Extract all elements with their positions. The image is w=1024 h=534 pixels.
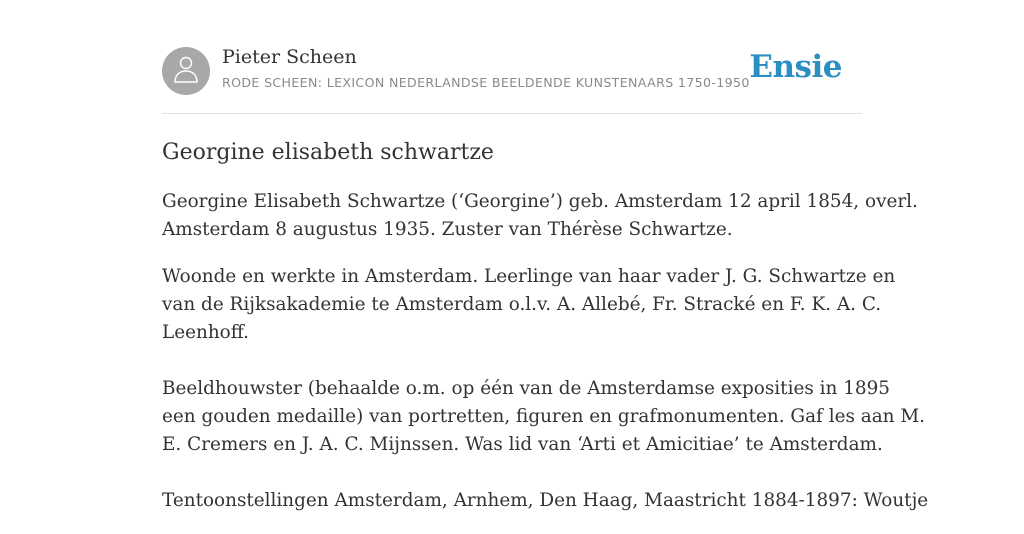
text-line: Leenhoff. <box>162 322 249 343</box>
line-break <box>162 347 862 375</box>
text-line: E. Cremers en J. A. C. Mijnssen. Was lid van ‘Arti et Amicitiae’ te Amsterdam. <box>162 434 883 455</box>
text-line: Georgine Elisabeth Schwartze (‘Georgine’) geb. Amsterdam 12 april 1854, overl. <box>162 191 918 212</box>
paragraph <box>162 188 918 244</box>
author-name[interactable]: Pieter Scheen <box>222 46 357 68</box>
text-line: van de Rijksakademie te Amsterdam o.l.v. A. Allebé, Fr. Stracké en F. K. A. C. <box>162 294 882 315</box>
line-break <box>162 459 862 487</box>
text-line: Tentoonstellingen Amsterdam, Arnhem, Den Haag, Maastricht 1884-1897: Woutje <box>162 490 929 511</box>
article-header <box>162 44 862 114</box>
paragraph <box>162 263 929 515</box>
text-line: Amsterdam 8 augustus 1935. Zuster van Thérèse Schwartze. <box>162 219 733 240</box>
article-body <box>162 188 929 515</box>
text-line: Beeldhouwster (behaalde o.m. op één van de Amsterdamse exposities in 1895 <box>162 378 890 399</box>
source-label[interactable]: RODE SCHEEN: LEXICON NEDERLANDSE BEELDENDE KUNSTENAARS 1750-1950 <box>222 75 750 90</box>
page-title: Georgine elisabeth schwartze <box>162 140 494 165</box>
ensie-logo[interactable]: Ensie <box>749 49 842 85</box>
text-line: een gouden medaille) van portretten, figuren en grafmonumenten. Gaf les aan M. <box>162 406 926 427</box>
author-avatar[interactable] <box>162 47 210 95</box>
person-icon <box>172 54 200 88</box>
text-line: Woonde en werkte in Amsterdam. Leerlinge van haar vader J. G. Schwartze en <box>162 266 896 287</box>
article <box>162 44 929 534</box>
